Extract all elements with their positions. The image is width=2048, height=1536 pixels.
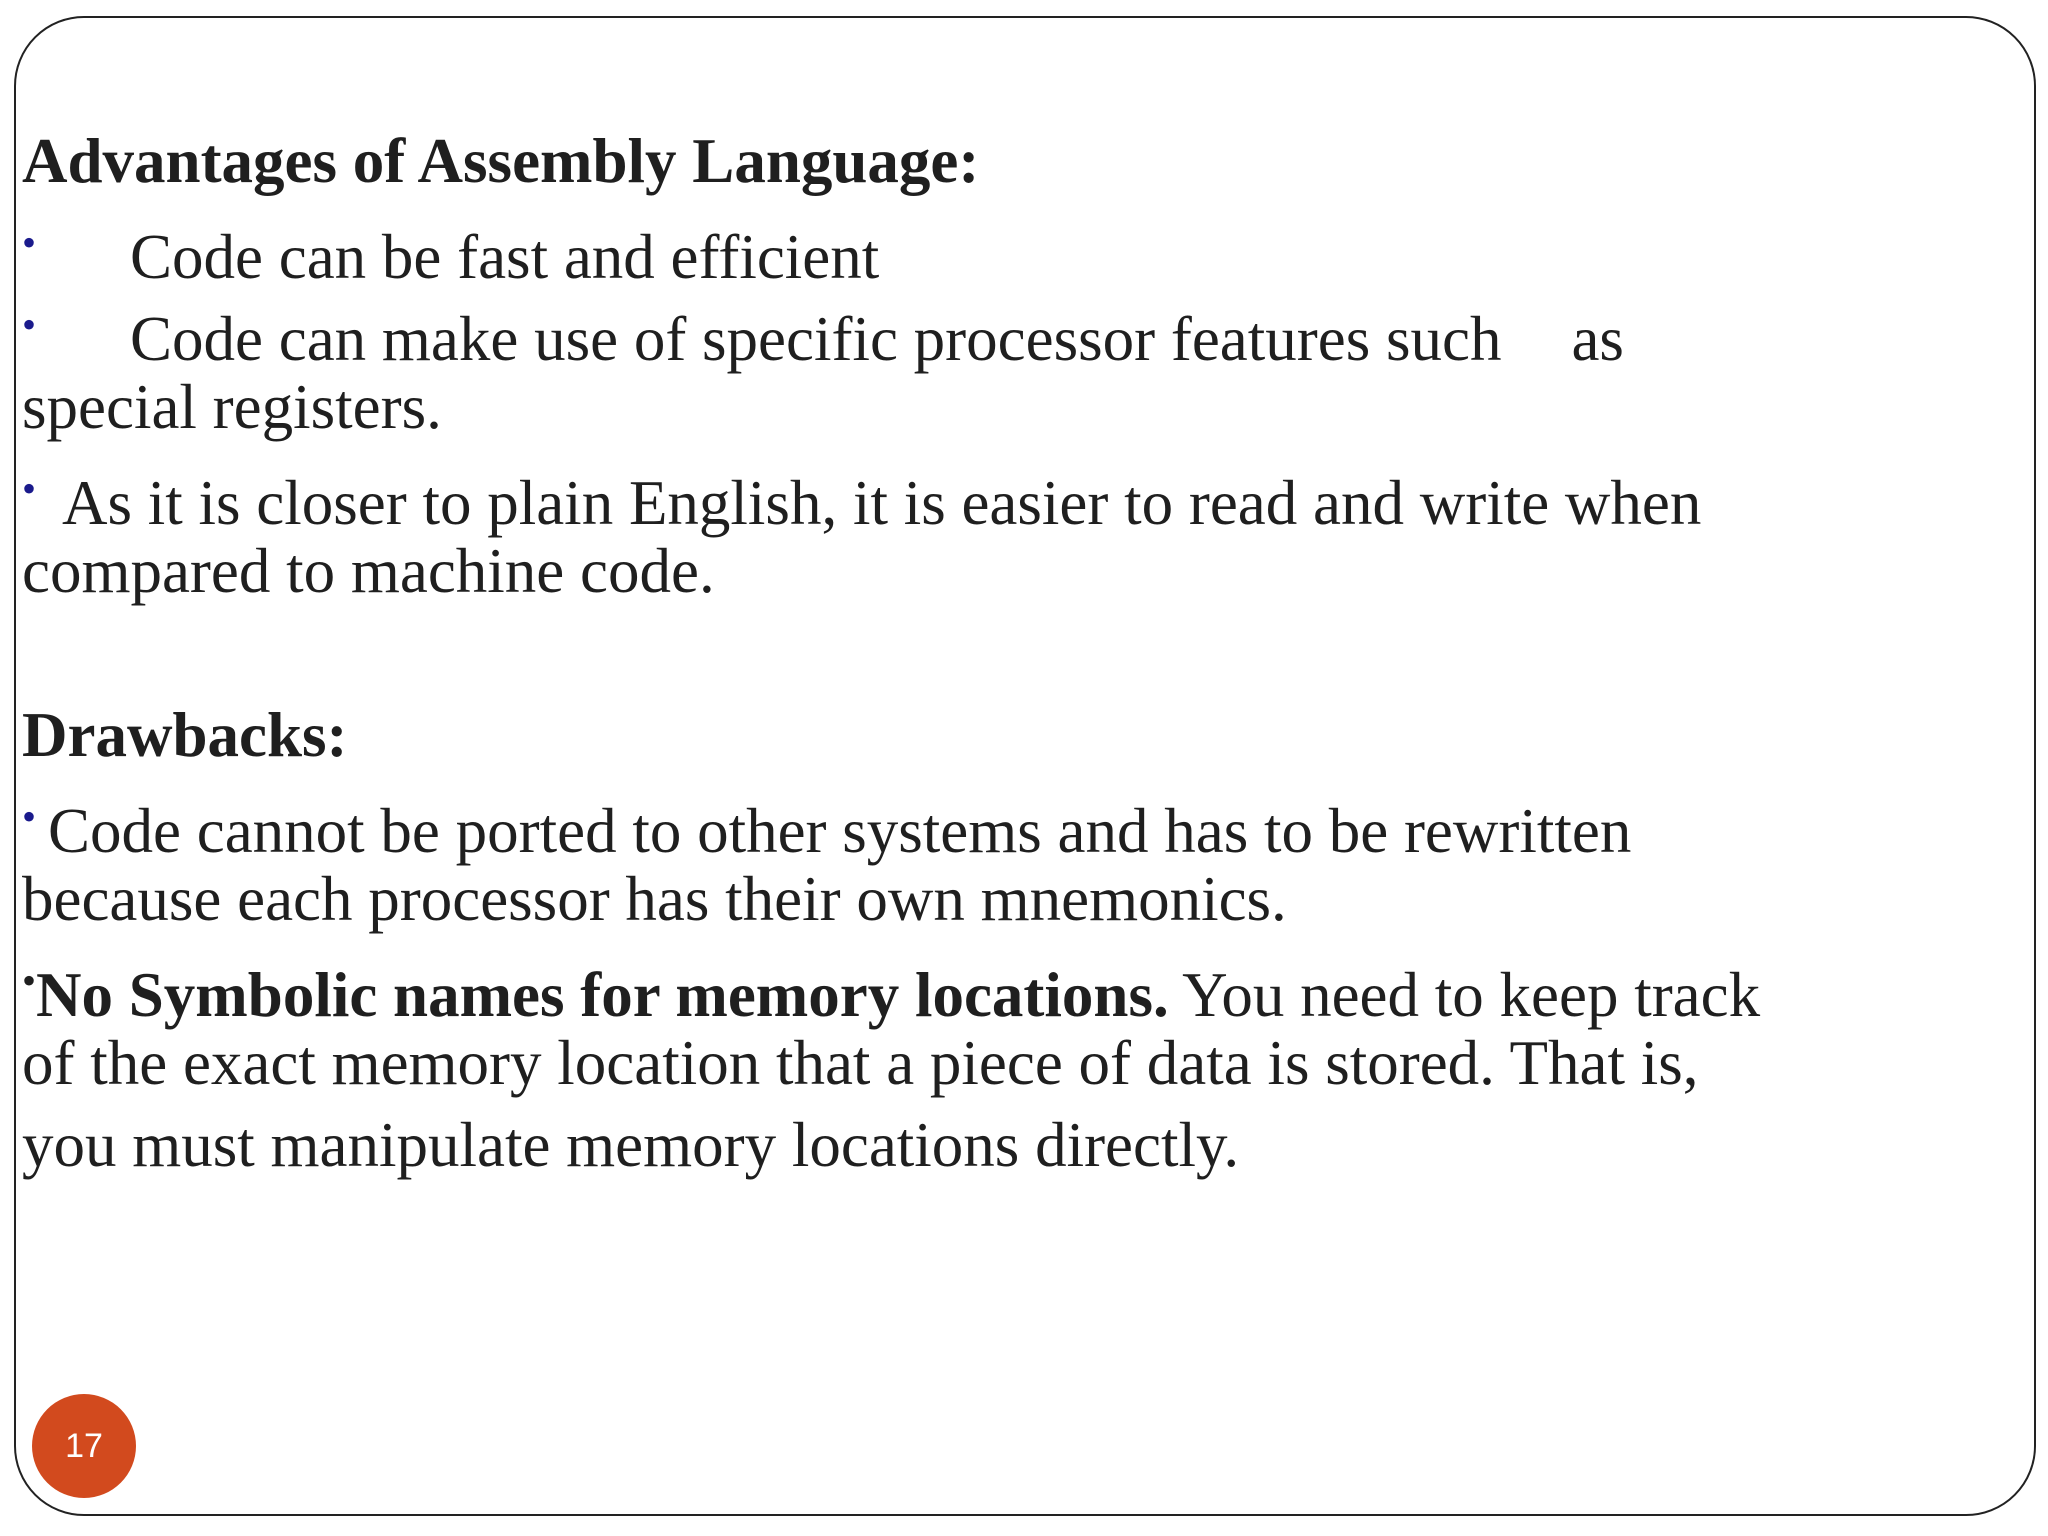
advantage-item-2: [22, 284, 2012, 374]
advantages-heading: Advantages of Assembly Language:: [22, 126, 980, 196]
bullet-icon: •: [22, 302, 37, 347]
drawback-item-2-wrap-1: of the exact memory location that a piece of data is stored. That is,: [22, 1028, 1699, 1098]
advantage-text-3: As it is closer to plain English, it is easier to read and write when: [62, 468, 1702, 538]
advantage-item-1: [22, 202, 2012, 292]
advantage-item-3-wrap: compared to machine code.: [22, 536, 715, 606]
drawback-item-1-wrap: because each processor has their own mnemonics.: [22, 864, 1287, 934]
advantage-text-2: Code can make use of specific processor features such: [130, 304, 1502, 374]
advantage-text-2-cont: as: [1571, 304, 1624, 374]
drawback-text-1: Code cannot be ported to other systems and has to be rewritten: [48, 796, 1632, 866]
advantage-item-3: [22, 448, 2012, 538]
page-number-badge: 17: [32, 1394, 136, 1498]
advantage-text-1: Code can be fast and efficient: [130, 222, 880, 292]
bullet-icon: •: [22, 466, 37, 511]
slide-content: [22, 120, 2012, 1186]
drawbacks-heading: Drawbacks:: [22, 700, 348, 770]
bullet-icon: •: [22, 220, 37, 265]
drawback-text-2: You need to keep track: [1168, 960, 1761, 1030]
advantage-item-2-wrap: special registers.: [22, 372, 442, 442]
bullet-icon: •: [22, 794, 37, 839]
drawback-text-2-bold: No Symbolic names for memory locations.: [36, 960, 1169, 1030]
bullet-icon: •: [22, 958, 37, 1003]
drawback-item-1: [22, 776, 2012, 866]
drawback-item-2-wrap-2: you must manipulate memory locations directly.: [22, 1110, 1240, 1180]
drawback-item-2: [22, 940, 2012, 1030]
